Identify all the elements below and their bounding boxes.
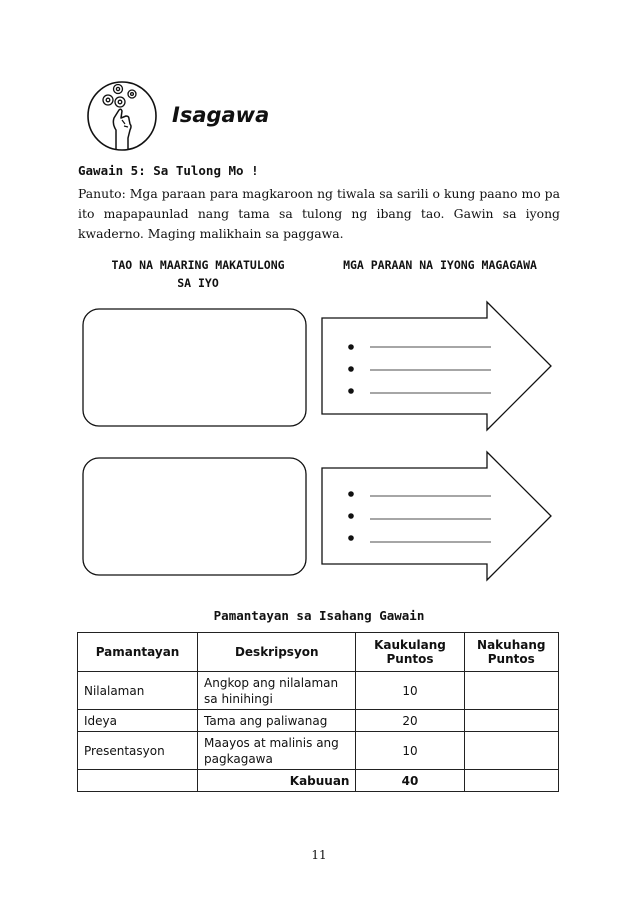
bullet <box>348 388 354 394</box>
total-row <box>78 770 559 792</box>
header-score-line2: Puntos <box>487 652 535 666</box>
arrow-shape-2 <box>322 452 551 580</box>
rubric-table <box>77 632 559 792</box>
total-points: 40 <box>356 770 464 792</box>
rubric-header-row <box>78 633 559 672</box>
row-points: 10 <box>356 672 464 710</box>
table-row <box>78 672 559 710</box>
row-description: Angkop ang nilalaman sa hinihingi <box>198 672 356 710</box>
right-column-heading: MGA PARAAN NA IYONG MAGAGAWA <box>343 258 537 272</box>
rubric-title: Pamantayan sa Isahang Gawain <box>213 608 425 623</box>
row-description: Tama ang paliwanag <box>198 710 356 732</box>
bullet <box>348 344 354 350</box>
header-points <box>356 633 464 672</box>
total-empty-cell <box>78 770 198 792</box>
answer-box-1[interactable] <box>83 309 306 426</box>
row-criteria: Presentasyon <box>78 732 198 770</box>
table-row <box>78 710 559 732</box>
table-row <box>78 732 559 770</box>
left-heading-line1: TAO NA MAARING MAKATULONG <box>111 258 285 272</box>
header-score <box>464 633 558 672</box>
bullet <box>348 491 354 497</box>
total-score-cell[interactable] <box>464 770 558 792</box>
arrow-shape-1 <box>322 302 551 430</box>
bullet <box>348 535 354 541</box>
row-points: 10 <box>356 732 464 770</box>
activity-title: Gawain 5: Sa Tulong Mo ! <box>78 163 259 178</box>
row-points: 20 <box>356 710 464 732</box>
page-number: 11 <box>311 848 327 862</box>
header-criteria: Pamantayan <box>78 633 198 672</box>
bullet <box>348 366 354 372</box>
row-score-cell[interactable] <box>464 710 558 732</box>
answer-box-2[interactable] <box>83 458 306 575</box>
activity-instructions: Panuto: Mga paraan para magkaroon ng tiwala sa sarili o kung paano mo pa ito mapapaunlad nang tama sa tulong ng ibang tao. Gawin sa iyong kwaderno. Maging malikhain sa paggawa. <box>78 186 560 241</box>
left-heading-line2: SA IYO <box>177 276 219 290</box>
total-label: Kabuuan <box>198 770 356 792</box>
row-criteria: Ideya <box>78 710 198 732</box>
section-title: Isagawa <box>172 103 270 127</box>
header-points-line1: Kaukulang <box>374 638 446 652</box>
header-description: Deskripsyon <box>198 633 356 672</box>
row-score-cell[interactable] <box>464 672 558 710</box>
header-score-line1: Nakuhang <box>477 638 546 652</box>
row-criteria: Nilalaman <box>78 672 198 710</box>
bullet <box>348 513 354 519</box>
row-score-cell[interactable] <box>464 732 558 770</box>
header-points-line2: Puntos <box>386 652 434 666</box>
row-description: Maayos at malinis ang pagkagawa <box>198 732 356 770</box>
